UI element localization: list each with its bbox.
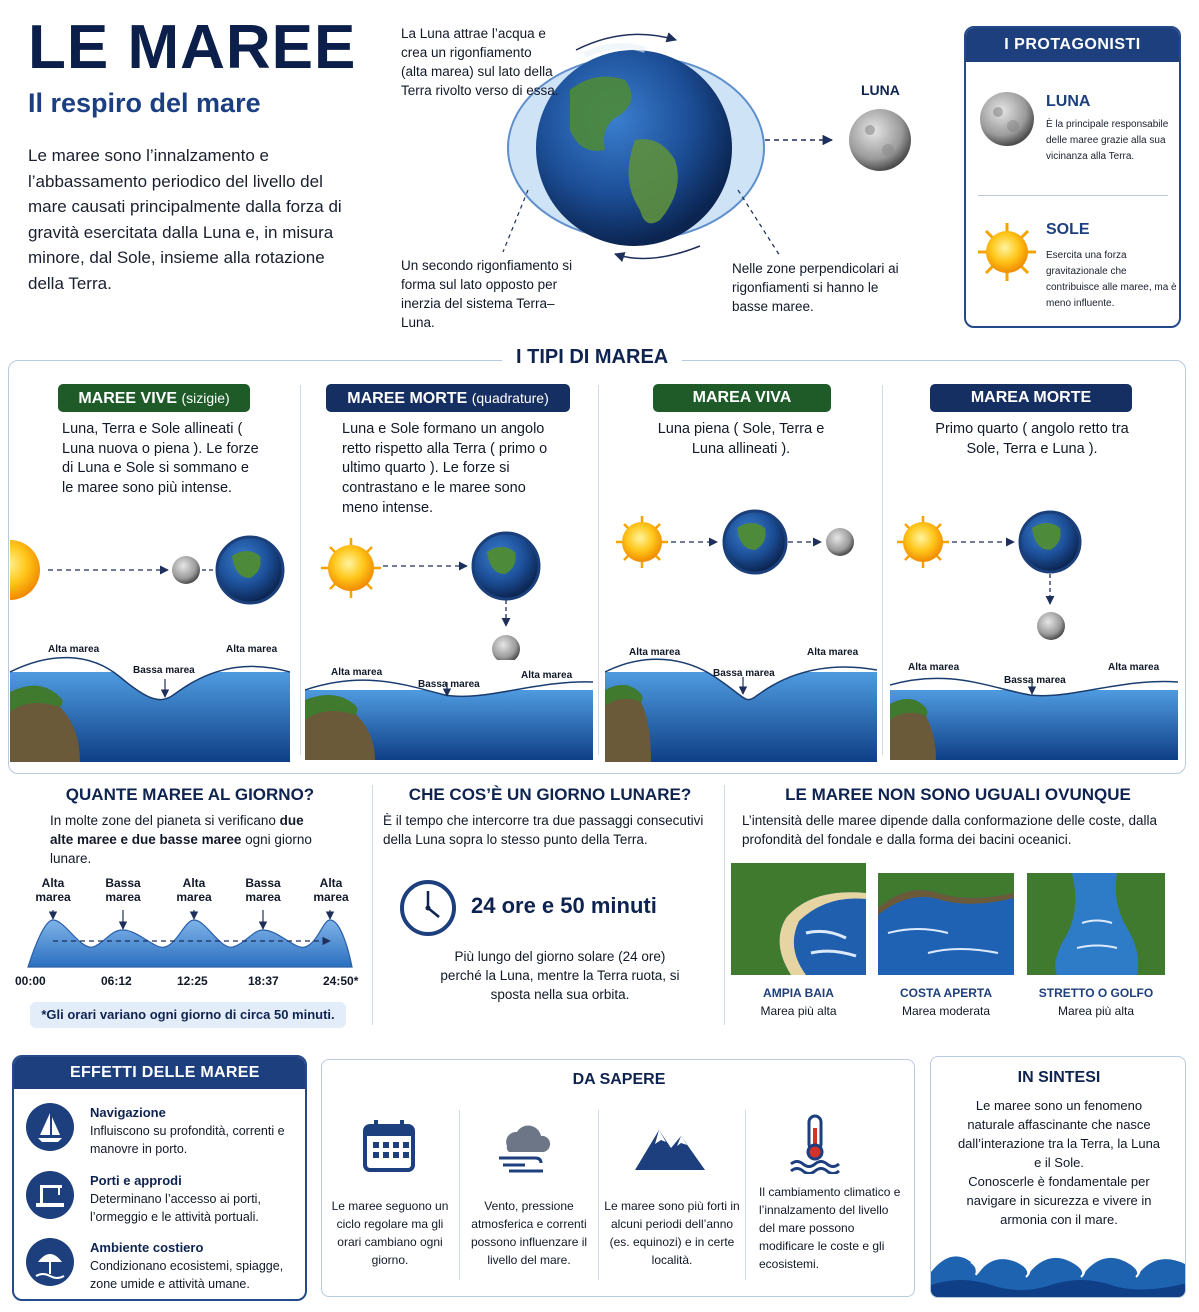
quadrature-diagram — [890, 508, 1178, 648]
daily-footnote: *Gli orari variano ogni giorno di circa 50 minuti. — [30, 1002, 346, 1028]
high-tide-label: Alta marea — [908, 662, 960, 673]
effect-desc: Condizionano ecosistemi, spiagge, zone umide e attività umane. — [90, 1259, 284, 1291]
summary-text: Conoscerle è fondamentale per navigare in sicurezza e vivere in armonia con il mare. — [966, 1174, 1152, 1227]
fact-text: Vento, pressione atmosferica e correnti possono influenzare il livello del mare. — [470, 1199, 588, 1267]
tide-card-text: Primo quarto ( angolo retto tra Sole, Terra e Luna ). — [935, 421, 1129, 457]
time-label: 06:12 — [101, 974, 132, 988]
tide-wave — [10, 642, 290, 762]
moon-icon — [978, 90, 1036, 148]
tide-card-neap — [305, 380, 593, 768]
divider — [745, 1110, 746, 1280]
tide-label: Alta marea — [313, 876, 349, 904]
tide-card-label: MAREA VIVA — [653, 384, 831, 412]
tide-card-label: MAREA MORTE — [930, 384, 1132, 412]
tide-label: Alta marea — [176, 876, 212, 904]
place-name: AMPIA BAIA — [763, 986, 834, 1000]
sun-icon — [10, 540, 40, 600]
high-tide-label: Alta marea — [1108, 662, 1160, 673]
effects-title: EFFETTI DELLE MAREE — [14, 1057, 305, 1089]
place-name: STRETTO O GOLFO — [1038, 986, 1154, 1000]
main-title: LE MAREE — [28, 13, 357, 82]
strait-image — [1027, 873, 1165, 975]
high-tide-label: Alta marea — [521, 670, 573, 681]
fact-text: Le maree seguono un ciclo regolare ma gli orari cambiano ogni giorno. — [331, 1199, 449, 1267]
effect-desc: Influiscono su profondità, correnti e manovre in porto. — [90, 1124, 285, 1156]
open-coast-image — [878, 873, 1014, 975]
sun-icon — [328, 545, 374, 591]
effect-desc: Determinano l’accesso ai porti, l’ormeggio e le attività portuali. — [90, 1192, 261, 1224]
effect-name: Navigazione — [90, 1105, 166, 1120]
sun-icon — [622, 522, 662, 562]
high-tide-label: Alta marea — [807, 647, 859, 658]
high-tide-label: Alta marea — [226, 644, 278, 655]
note-near-bulge: La Luna attrae l’acqua e crea un rigonfiamento (alta marea) sul lato della Terra rivolto verso di essa. — [401, 26, 559, 98]
place-effect: Marea moderata — [901, 1004, 991, 1018]
lunar-day-text: È il tempo che intercorre tra due passaggi consecutivi della Luna sopra lo stesso punto della Terra. — [383, 813, 704, 847]
moon-icon — [492, 635, 520, 663]
low-tide-label: Bassa marea — [713, 668, 775, 679]
daily-text-bold: due alte maree e due basse maree — [50, 813, 304, 847]
time-label: 18:37 — [248, 974, 279, 988]
summary-title: IN SINTESI — [1017, 1069, 1101, 1086]
daily-tide-curve — [20, 905, 360, 970]
thermometer-icon — [787, 1112, 843, 1174]
low-tide-label: Bassa marea — [133, 665, 195, 676]
moon-icon — [849, 109, 911, 171]
bay-image — [731, 863, 866, 975]
place-name: COSTA APERTA — [900, 986, 992, 1000]
summary-text: Le maree sono un fenomeno naturale affascinante che nasce dall’interazione tra la Terra, la Luna e il Sole. — [957, 1098, 1161, 1170]
beach-umbrella-icon — [26, 1238, 74, 1286]
sailboat-icon — [26, 1103, 74, 1151]
tide-card-label — [326, 384, 570, 412]
calendar-icon — [361, 1118, 417, 1174]
facts-panel — [321, 1059, 915, 1297]
effects-panel — [12, 1055, 307, 1301]
mountain-icon — [633, 1120, 707, 1172]
summary-panel — [930, 1056, 1186, 1298]
ocean-waves-illustration — [931, 1237, 1186, 1298]
port-crane-icon — [26, 1171, 74, 1219]
moon-icon — [826, 528, 854, 556]
alignment-diagram — [605, 508, 877, 588]
tide-card-first-quarter — [890, 380, 1178, 768]
high-tide-label: Alta marea — [331, 667, 383, 678]
fact-text: Le maree sono più forti in alcuni periodi dell’anno (es. equinozi) e in certe località. — [604, 1199, 740, 1267]
high-tide-label: Alta marea — [629, 647, 681, 658]
time-label: 12:25 — [177, 974, 208, 988]
daily-text-post: ogni giorno lunare. — [50, 832, 312, 866]
tide-card-label — [58, 384, 250, 412]
low-tide-label: Bassa marea — [418, 679, 480, 690]
lunar-day-duration: 24 ore e 50 minuti — [471, 893, 657, 918]
alignment-diagram — [10, 518, 298, 618]
divider — [598, 385, 599, 755]
moon-label: LUNA — [861, 82, 900, 98]
moon-desc: È la principale responsabile delle maree grazie alla sua vicinanza alla Terra. — [1046, 119, 1169, 162]
variation-text: L’intensità delle maree dipende dalla conformazione delle coste, dalla profondità del fondale e dalla forma dei bacini oceanici. — [742, 813, 1158, 847]
lunar-day-note: Più lungo del giorno solare (24 ore) perché la Luna, mentre la Terra ruota, si sposta nella sua orbita. — [440, 949, 680, 1002]
tide-card-text: Luna piena ( Sole, Terra e Luna allineati ). — [657, 421, 825, 457]
moon-icon — [172, 556, 200, 584]
divider — [300, 385, 301, 755]
moon-name: LUNA — [1046, 93, 1091, 110]
clock-icon — [399, 879, 457, 937]
time-label: 24:50* — [323, 974, 359, 988]
tide-card-label-main: MAREE VIVE — [78, 390, 177, 407]
divider — [882, 385, 883, 755]
sun-name: SOLE — [1046, 221, 1090, 238]
daily-text-pre: In molte zone del pianeta si verificano — [50, 813, 280, 828]
tide-card-text: Luna, Terra e Sole allineati ( Luna nuova o piena ). Le forze di Luna e Sole si sommano e le maree sono più intense. — [62, 421, 259, 497]
tide-label: Bassa marea — [245, 876, 281, 904]
protagonists-panel — [964, 26, 1181, 328]
moon-icon — [1037, 612, 1065, 640]
divider — [459, 1110, 460, 1280]
effect-name: Ambiente costiero — [90, 1240, 204, 1255]
variation-title: LE MAREE NON SONO UGUALI OVUNQUE — [785, 785, 1131, 804]
fact-text: Il cambiamento climatico e l’innalzamento del livello del mare possono modificare le coste e gli ecosistemi. — [759, 1185, 901, 1271]
time-label: 00:00 — [15, 974, 46, 988]
tide-label: Bassa marea — [105, 876, 141, 904]
wind-cloud-icon — [495, 1118, 553, 1174]
sun-icon — [903, 522, 943, 562]
tide-card-label-small: (sizigie) — [181, 390, 230, 406]
tide-card-label-main: MAREE MORTE — [347, 390, 468, 407]
subtitle: Il respiro del mare — [28, 88, 261, 118]
divider — [598, 1110, 599, 1280]
divider — [724, 785, 725, 1025]
low-tide-label: Bassa marea — [1004, 675, 1066, 686]
tide-types-title: I TIPI DI MAREA — [502, 346, 682, 369]
intro-text: Le maree sono l’innalzamento e l’abbassamento periodico del livello del mare causati principalmente dalla forza di gravità esercitata dalla Luna e, in misura minore, dal Sole, insieme alla rotazione della Terra. — [28, 146, 342, 293]
divider — [978, 195, 1168, 196]
tide-wave — [605, 642, 877, 762]
sun-desc: Esercita una forza gravitazionale che contribuisce alle maree, ma è meno influente. — [1046, 250, 1177, 309]
facts-title: DA SAPERE — [572, 1071, 666, 1088]
note-low-tide: Nelle zone perpendicolari ai rigonfiamenti si hanno le basse maree. — [732, 261, 899, 314]
tide-card-spring — [10, 380, 298, 768]
protagonists-title: I PROTAGONISTI — [966, 28, 1179, 62]
divider — [372, 785, 373, 1025]
sun-icon — [976, 221, 1038, 283]
note-far-bulge: Un secondo rigonfiamento si forma sul lato opposto per inerzia del sistema Terra–Luna. — [401, 258, 573, 330]
daily-tides-title: QUANTE MAREE AL GIORNO? — [65, 785, 315, 804]
daily-tides-text — [50, 811, 320, 868]
place-effect: Marea più alta — [1057, 1004, 1135, 1018]
tide-label: Alta marea — [35, 876, 71, 904]
effect-name: Porti e approdi — [90, 1173, 182, 1188]
tide-card-text: Luna e Sole formano un angolo retto rispetto alla Terra ( primo o ultimo quarto ). Le forze si contrastano e le maree sono meno intense. — [342, 421, 548, 516]
quadrature-diagram — [305, 520, 593, 670]
tide-card-full-moon — [605, 380, 877, 768]
high-tide-label: Alta marea — [48, 644, 100, 655]
place-effect: Marea più alta — [760, 1004, 837, 1018]
lunar-day-title: CHE COS’È UN GIORNO LUNARE? — [408, 785, 692, 804]
tide-card-label-small: (quadrature) — [471, 390, 549, 406]
